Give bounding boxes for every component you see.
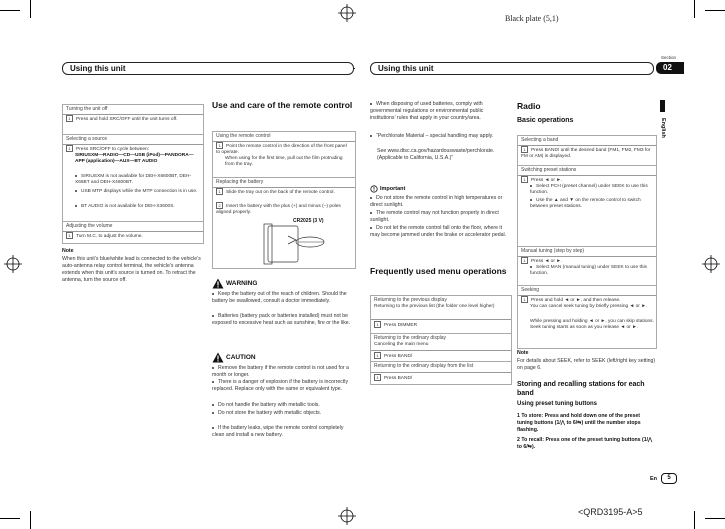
section-number: 02 [663, 63, 672, 72]
side-language-marker [660, 100, 665, 112]
box-adjust-volume [62, 221, 204, 244]
box-title: Replacing the battery [216, 179, 264, 185]
box-switching-presets [517, 165, 657, 247]
radio-note-title: Note [517, 350, 529, 356]
caution-bullet: Do not handle the battery with metallic tools. [212, 402, 354, 409]
caution-bullet: There is a danger of explosion if the battery is incorrectly replaced. Replace only with the same or equivalent type. [212, 379, 349, 392]
crop-mark-bottom-right-h [705, 518, 725, 519]
bullet-item: Select MAN (manual tuning) under SEEK to use this function. [530, 265, 647, 277]
box-replacing-battery [212, 177, 356, 269]
crop-mark-bottom-right-v [694, 511, 695, 529]
bullet-item: BT AUDIO is not available for DEH-X3600S. [75, 204, 199, 210]
divider [371, 350, 511, 351]
section-number-tab [656, 62, 684, 74]
step-text: 1 Press SRC/OFF to cycle between: [66, 145, 200, 153]
step-text: 1 Press BAND/ until the desired band (FM1, FM2, FM3 for FM or AM) is displayed. [521, 147, 651, 160]
crop-mark-top-left-h [0, 10, 20, 11]
step-text: 1 Press BAND/ [374, 374, 508, 382]
box-turning-off [62, 104, 204, 135]
box-title: Selecting a band [521, 137, 559, 143]
page-number: 5 [661, 473, 677, 484]
important-icon [370, 185, 378, 193]
box-title: Returning to the ordinary display [374, 335, 446, 341]
source-list: SIRIUSXM—RADIO—CD—USB (iPod)—PANDORA—APP (application)—AUX—BT AUDIO [75, 153, 194, 165]
bullet-item: Select PCH (preset channel) under SEEK to use this function. [530, 184, 648, 196]
important-bullet: Do not store the remote control in high temperatures or direct sunlight. [370, 195, 503, 208]
registration-target-right-icon [702, 255, 720, 273]
box-selecting-source [62, 134, 204, 222]
registration-target-left-icon [4, 255, 22, 273]
box-title: Seeking [521, 287, 540, 293]
caution-bullet: Remove the battery if the remote control is not used for a month or longer. [212, 365, 349, 378]
step-text: 1 Press ◄ or ►. [521, 257, 653, 265]
section-title-remote: Use and care of the remote control [212, 100, 353, 110]
bullet-item: SIRIUSXM is not available for DEH-X6600BT, DEH-X66BT and DEH-X4600BT. [75, 174, 192, 186]
box-title: Switching preset stations [521, 167, 577, 173]
step-subtext: You can cancel seek tuning by briefly pressing ◄ or ►. [530, 304, 648, 309]
step-text: 1 Press and hold ◄ or ►, and then release. [521, 296, 653, 304]
box-selecting-band [517, 135, 657, 166]
bullet-item: USB MTP displays while the MTP connection is in use. [75, 189, 199, 195]
battery-illustration-icon [258, 222, 338, 266]
side-language-label: English [660, 118, 666, 138]
box-previous-display [370, 295, 512, 334]
note-title: Note [62, 248, 74, 254]
store-step-2: 2 To recall: Press one of the preset tuning buttons (1/⋀ to 6/⇆). [517, 437, 653, 450]
bullet-item: Use the ▲ and ▼ on the remote control to switch between preset stations. [530, 198, 641, 210]
section-title-radio: Radio [517, 101, 541, 111]
step-text: 1 Turn M.C. to adjust the volume. [66, 232, 200, 240]
warning-bullet: Batteries (battery pack or batteries installed) must not be exposed to excessive heat such as sunshine, fire or the like. [212, 313, 351, 326]
caution-bullet: If the battery leaks, wipe the remote control completely clean and install a new battery. [212, 425, 344, 438]
important-bullet: The remote control may not function properly in direct sunlight. [370, 210, 499, 223]
box-title: Using the remote control [216, 133, 271, 139]
step-subtext: When using for the first time, pull out the film protruding from the tray. [225, 156, 343, 168]
crop-mark-bottom-left-h [0, 518, 20, 519]
box-subtitle: Returning to the previous list (the folder one level higher) [374, 304, 495, 309]
box-title: Adjusting the volume [66, 223, 113, 229]
divider [371, 372, 511, 373]
box-seeking [517, 285, 657, 349]
important-bullet: Do not let the remote control fall onto the floor, where it may become jammed under the brake or accelerator pedal. [370, 225, 507, 238]
step-text: 1 Press BAND/ [374, 352, 508, 360]
store-step-1: 1 To store: Press and hold down one of the preset tuning buttons (1/⋀ to 6/⇆) until the number stops flashing. [517, 413, 641, 433]
plate-label: Black plate (5,1) [505, 14, 559, 23]
note-text: When this unit’s blue/white lead is connected to the vehicle’s auto-antenna relay control terminal, the vehicle’s antenna extends when this unit’s source is turned on. To retract the antenna, turn the source off. [62, 256, 201, 283]
tab-bar-left [62, 62, 354, 75]
caution-icon [212, 352, 224, 363]
perchlorate-link-text: See www.dtsc.ca.gov/hazardouswaste/perchlorate. (Applicable to California, U.S.A.)” [377, 148, 495, 161]
subsection-preset-buttons: Using preset tuning buttons [517, 401, 597, 407]
box-ordinary-display [370, 333, 512, 362]
footer-lang: En [650, 476, 658, 482]
box-title: Selecting a source [66, 136, 108, 142]
step-subtext: While pressing and holding ◄ or ►, you can skip stations. Seek tuning starts as soon as you release ◄ or ►. [530, 319, 654, 331]
step-text: 1 Point the remote control in the direction of the front panel to operate. [216, 143, 347, 156]
warning-title: WARNING [226, 280, 258, 287]
box-subtitle: Canceling the main menu [374, 342, 429, 347]
warning-icon [212, 278, 224, 289]
crop-mark-bottom-left-v [30, 511, 31, 529]
box-manual-tuning [517, 246, 657, 286]
registration-target-bottom-icon [338, 507, 356, 525]
step-text: 2 Insert the battery with the plus (+) and minus (–) poles aligned properly. [216, 203, 341, 216]
radio-note-text: For details about SEEK, refer to SEEK (left/right key setting) on page 6. [517, 358, 656, 371]
step-text: 1 Press ◄ or ►. [521, 176, 653, 184]
crop-mark-top-right-h [705, 10, 725, 11]
section-title-menu: Frequently used menu operations [370, 266, 507, 276]
perchlorate-bullet: “Perchlorate Material – special handling may apply. [370, 133, 510, 140]
crop-mark-top-left-v [30, 0, 31, 18]
caution-bullet: Do not store the battery with metallic objects. [212, 410, 354, 417]
box-using-remote [212, 131, 356, 178]
subsection-storing: Storing and recalling stations for each band [517, 381, 645, 397]
subsection-basic-operations: Basic operations [517, 117, 574, 124]
divider [371, 319, 511, 320]
box-title: Returning to the ordinary display from the list [374, 363, 474, 369]
box-title: Manual tuning (step by step) [521, 248, 585, 254]
step-text: 1 Press and hold SRC/OFF until the unit turns off. [66, 115, 200, 123]
registration-target-top-icon [338, 4, 356, 22]
tab-title-right: Using this unit [378, 64, 434, 73]
step-text: 1 Slide the tray out on the back of the remote control. [216, 188, 352, 196]
box-title: Returning to the previous display [374, 297, 447, 303]
crop-mark-top-right-v [694, 0, 695, 18]
document-code: <QRD3195-A>5 [578, 507, 643, 517]
box-title: Turning the unit off [66, 106, 108, 112]
warning-bullet: Keep the battery out of the reach of children. Should the battery be swallowed, consult a doctor immediately. [212, 291, 347, 304]
battery-label: CR2025 (3 V) [293, 218, 324, 224]
step-text: 1 Press DIMMER [374, 321, 508, 329]
tab-bar-right [370, 62, 654, 75]
caution-title: CAUTION [226, 354, 256, 361]
box-ordinary-from-list [370, 361, 512, 385]
section-label: Section [661, 55, 677, 60]
disposal-bullet: When disposing of used batteries, comply with governmental regulations or environmental public institutions’ rules that apply in your country/area. [370, 101, 484, 121]
tab-title-left: Using this unit [70, 64, 126, 73]
important-title: Important [380, 186, 406, 192]
